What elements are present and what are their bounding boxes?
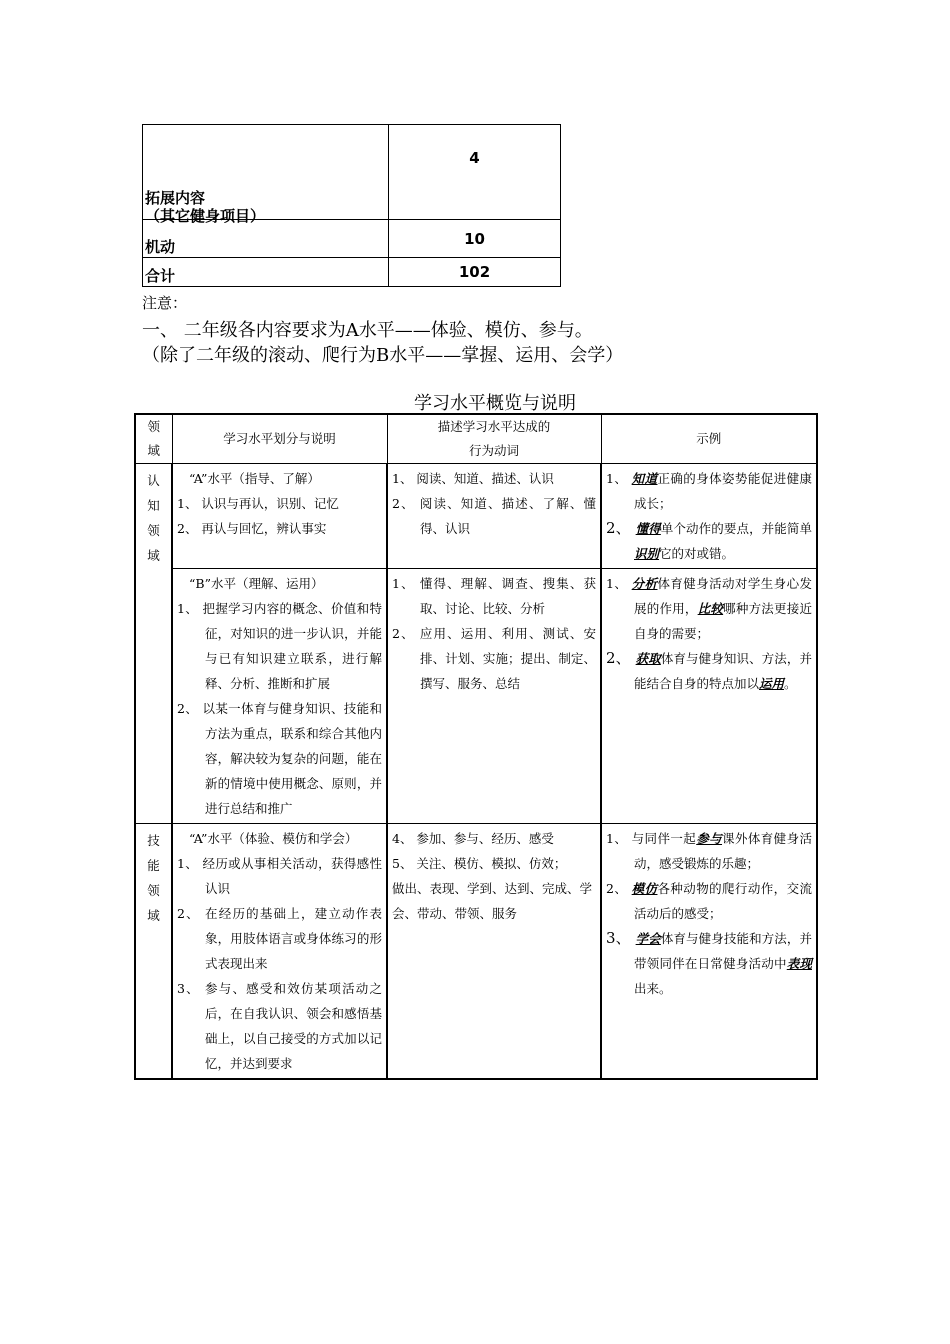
header-examples: 示例 [601, 414, 817, 464]
note-line-2: （除了二年级的滚动、爬行为B水平——掌握、运用、会学） [142, 345, 624, 366]
example-item [606, 926, 812, 1001]
note-line-1: 一、 二年级各内容要求为A水平——体验、模仿、参与。 [142, 320, 593, 341]
row-label [143, 125, 389, 225]
verb-item: 1、 懂得、理解、调查、搜集、获取、讨论、比较、分析 [392, 576, 596, 616]
level-title: “A”水平（体验、模仿和学会） [189, 831, 358, 846]
example-text: 体育健身活动对学生身心发展的作用， [634, 576, 812, 616]
example-item [606, 876, 812, 926]
example-item [606, 646, 812, 696]
example-prefix: 3、 [606, 929, 636, 947]
verbs-cell [387, 824, 601, 1080]
example-keyword: 运用 [759, 676, 785, 691]
domain-char: 域 [147, 548, 160, 563]
level-item: 1、 认识与再认，识别、记忆 [177, 496, 339, 511]
table-header-row [135, 414, 817, 464]
domain-skill [135, 824, 172, 1080]
example-keyword: 表现 [786, 956, 812, 971]
example-text: 出来。 [634, 981, 672, 996]
header-verbs-line-2: 行为动词 [468, 443, 519, 458]
example-keyword: 获取 [635, 651, 661, 666]
domain-char: 知 [147, 498, 160, 513]
verb-item: 5、 关注、模仿、模拟、仿效； [392, 856, 567, 871]
examples-cell [601, 824, 817, 1080]
example-keyword: 学会 [635, 931, 661, 946]
domain-char: 技 [147, 833, 160, 848]
examples-cell [601, 464, 817, 569]
example-text: 单个动作的要点，并能简单 [660, 521, 812, 536]
domain-char: 认 [147, 473, 160, 488]
header-levels: 学习水平划分与说明 [172, 414, 387, 464]
header-domain [135, 414, 172, 464]
table-row [143, 220, 561, 258]
row-value: 102 [389, 258, 561, 287]
example-prefix: 1、 [606, 471, 632, 486]
table-row [135, 824, 817, 1080]
example-keyword: 懂得 [635, 521, 661, 536]
example-keyword: 知道 [631, 471, 658, 486]
example-text: 课外体育健身活动，感受锻炼的乐趣； [634, 831, 812, 871]
example-prefix: 2、 [606, 649, 636, 667]
verbs-cell [387, 569, 601, 824]
level-item: 3、 参与、感受和效仿某项活动之后，在自我认识、领会和感悟基础上，以自己接受的方式加以记忆，并达到要求 [177, 981, 382, 1071]
learning-level-table [134, 413, 818, 1080]
example-text: 各种动物的爬行动作，交流活动后的感受； [634, 881, 812, 921]
table-row [135, 464, 817, 569]
level-item: 2、 在经历的基础上，建立动作表象，用肢体语言或身体练习的形式表现出来 [177, 906, 382, 971]
level-title: “A”水平（指导、了解） [189, 471, 320, 486]
level-cell [172, 464, 387, 569]
summary-table [142, 124, 561, 287]
header-char: 域 [147, 443, 160, 458]
domain-char: 域 [147, 908, 160, 923]
level-title: “B”水平（理解、运用） [189, 576, 324, 591]
table-row [143, 125, 561, 220]
example-text: 正确的身体姿势能促进健康成长； [634, 471, 812, 511]
level-item: 2、 以某一体育与健身知识、技能和方法为重点，联系和综合其他内容，解决较为复杂的问题，能在新的情境中使用概念、原则，并进行总结和推广 [177, 701, 382, 816]
example-text: 体育与健身知识、方法，并能结合自身的特点加以 [634, 651, 812, 691]
label-subtext: （其它健身项目） [145, 207, 266, 225]
example-text: 体育与健身技能和方法，并带领同伴在日常健身活动中 [634, 931, 812, 971]
example-keyword: 分析 [631, 576, 658, 591]
label-text: 拓展内容 [145, 189, 206, 207]
example-text: 它的对或错。 [659, 546, 735, 561]
level-cell [172, 824, 387, 1080]
header-char: 领 [147, 419, 160, 434]
row-value: 10 [389, 220, 561, 258]
example-prefix: 1、 与同伴一起 [606, 831, 697, 846]
verbs-cell [387, 464, 601, 569]
example-prefix: 2、 [606, 519, 636, 537]
example-item [606, 466, 812, 516]
level-item: 1、 经历或从事相关活动，获得感性认识 [177, 856, 382, 896]
example-item [606, 571, 812, 646]
example-item [606, 516, 812, 566]
level-item: 1、 把握学习内容的概念、价值和特征，对知识的进一步认识，并能与已有知识建立联系，进行解释、分析、推断和扩展 [177, 601, 382, 691]
note-heading: 注意： [142, 294, 188, 312]
domain-char: 能 [147, 858, 160, 873]
level-item: 2、 再认与回忆，辨认事实 [177, 521, 327, 536]
example-item [606, 826, 812, 876]
domain-cognitive [135, 464, 172, 824]
verb-item: 1、 阅读、知道、描述、认识 [392, 471, 554, 486]
header-verbs-line-1: 描述学习水平达成的 [437, 419, 551, 434]
table-row [143, 258, 561, 287]
row-value: 4 [389, 125, 561, 220]
row-label: 机动 [143, 220, 389, 258]
example-prefix: 2、 [606, 881, 632, 896]
header-verbs [387, 414, 601, 464]
example-keyword: 识别 [634, 546, 660, 561]
example-keyword: 参与 [696, 831, 723, 846]
level-cell [172, 569, 387, 824]
row-label: 合计 [143, 258, 389, 287]
example-keyword: 模仿 [631, 881, 658, 896]
table-title: 学习水平概览与说明 [414, 393, 576, 414]
domain-char: 领 [147, 883, 160, 898]
examples-cell [601, 569, 817, 824]
verb-item: 2、 应用、运用、利用、测试、安排、计划、实施；提出、制定、撰写、服务、总结 [392, 626, 596, 691]
example-text: 。 [784, 676, 797, 691]
verb-item: 2、 阅读、知道、描述、了解、懂得、认识 [392, 496, 596, 536]
verb-item: 做出、表现、学到、达到、完成、学会、带动、带领、服务 [392, 881, 593, 921]
domain-char: 领 [147, 523, 160, 538]
example-keyword: 比较 [697, 601, 724, 616]
example-text: 哪种方法更接近自身的需要； [634, 601, 812, 641]
example-prefix: 1、 [606, 576, 632, 591]
verb-item: 4、 参加、参与、经历、感受 [392, 831, 554, 846]
table-row [135, 569, 817, 824]
